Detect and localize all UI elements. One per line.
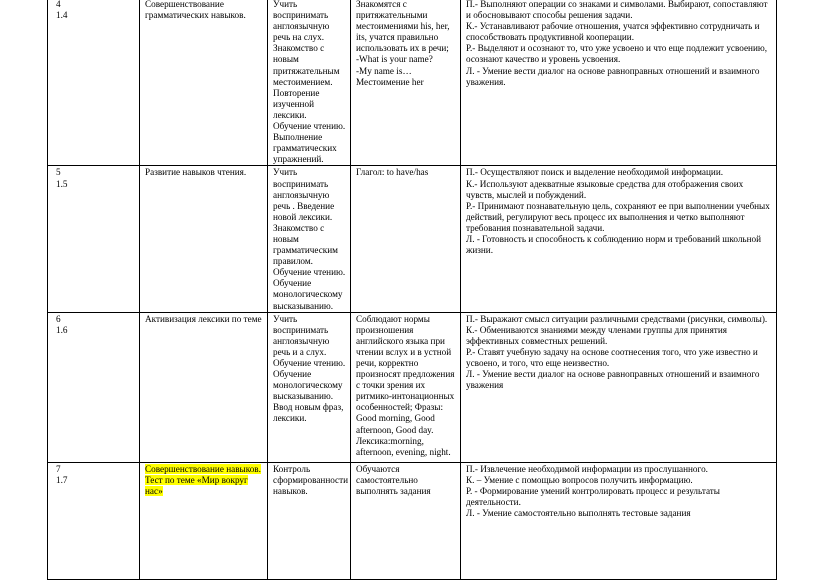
activity-text: Учить воспринимать англоязычную речь на слух. Знакомство с новым притяжательным местоимением. Повторение изученной лексики. Обучение чтению. Выполнение грамматических упражнений. — [273, 0, 346, 165]
topic-cell — [140, 312, 268, 462]
uud-line: Р.- Принимают познавательную цель, сохраняют ее при выполнении учебных действий, регулируют весь процесс их выполнения и четко выполняют требования познавательной задачи. — [466, 200, 770, 233]
lesson-subnumber: 1.7 — [56, 474, 68, 485]
highlighted-topic-text: Совершенствование навыков. Тест по теме «Мир вокруг нас» — [145, 463, 261, 496]
uud-line: П.- Извлечение необходимой информации из прослушанного. — [466, 463, 708, 474]
table-row — [48, 0, 777, 166]
lesson-number-cell — [48, 312, 140, 462]
lesson-subnumber: 1.4 — [56, 10, 68, 21]
uud-line: Л. - Умение самостоятельно выполнять тестовые задания — [466, 508, 691, 518]
activity-text: Контроль сформированности навыков. — [273, 463, 349, 496]
content-line: Глагол: to have/has — [356, 167, 429, 178]
content-line: Обучаются самостоятельно выполнять задания — [356, 463, 431, 496]
topic-text: Развитие навыков чтения. — [145, 167, 247, 178]
uud-line: Л. - Умение вести диалог на основе равноправных отношений и взаимного уважения — [466, 369, 760, 391]
content-cell — [351, 312, 461, 462]
uud-line: Р.- Выделяют и осознают то, что уже усвоено и что еще подлежит усвоению, осознают качество и уровень усвоения. — [466, 43, 768, 65]
topic-cell — [140, 0, 268, 166]
content-line: Знакомятся с притяжательными местоимениями his, her, its, учатся правильно использовать их в речи; — [356, 0, 450, 54]
uud-cell — [461, 312, 777, 462]
lesson-number: 6 — [56, 313, 61, 324]
content-line: -My name is… — [356, 65, 412, 76]
uud-cell — [461, 462, 777, 579]
table-row — [48, 166, 777, 312]
content-line: Соблюдают нормы произношения английского языка при чтении вслух и в устной речи, корректно произносят предложения с точки зрения их ритмико-интонационных особенностей; Фразы: Good morning, Good afternoon, Good day. Лексика:morning, afternoon, evening, night. — [356, 313, 455, 457]
topic-cell — [140, 166, 268, 312]
activity-cell — [268, 166, 351, 312]
uud-line: П.- Выполняют операции со знаками и символами. Выбирают, сопоставляют и обосновывают способы решения задачи. — [466, 0, 768, 21]
content-cell — [351, 166, 461, 312]
content-line: Местоимение her — [356, 76, 424, 87]
uud-line: Л. - Умение вести диалог на основе равноправных отношений и взаимного уважения. — [466, 65, 760, 87]
table-row — [48, 462, 777, 579]
uud-line: П.- Выражают смысл ситуации различными средствами (рисунки, символы). — [466, 313, 768, 324]
uud-line: Л. - Готовность и способность к соблюдению норм и требований школьной жизни. — [466, 233, 762, 256]
uud-line: П.- Осуществляют поиск и выделение необходимой информации. — [466, 167, 724, 178]
lesson-number-cell — [48, 0, 140, 166]
uud-cell — [461, 166, 777, 312]
content-cell — [351, 462, 461, 579]
uud-line: К.- Устанавливают рабочие отношения, учатся эффективно сотрудничать и способствовать продуктивной кооперации. — [466, 21, 760, 43]
topic-cell — [140, 462, 268, 579]
lesson-number: 7 — [56, 463, 61, 474]
topic-text: Активизация лексики по теме — [145, 313, 262, 324]
uud-line: Р. - Формирование умений контролировать процесс и результаты деятельности. — [466, 485, 720, 507]
content-cell — [351, 0, 461, 166]
content-line: -What is your name? — [356, 54, 433, 65]
uud-cell — [461, 0, 777, 166]
lesson-subnumber: 1.5 — [56, 178, 68, 189]
activity-cell — [268, 462, 351, 579]
lesson-number: 4 — [56, 0, 61, 9]
topic-text: Совершенствование грамматических навыков. — [145, 0, 246, 21]
uud-line: К.- Используют адекватные языковые средства для отображения своих чувств, мыслей и побуждений. — [466, 178, 744, 200]
lesson-number-cell — [48, 462, 140, 579]
lesson-plan-table — [47, 0, 777, 580]
activity-text: Учить воспринимать англоязычную речь . Введение новой лексики. Знакомство с новым грамматическим правилом. Обучение чтению. Обучение монологическому высказыванию. — [273, 167, 346, 311]
lesson-number: 5 — [56, 167, 61, 178]
uud-line: Р.- Ставят учебную задачу на основе соотнесения того, что уже известно и усвоено, и того, что еще неизвестно. — [466, 346, 758, 368]
table-row — [48, 312, 777, 462]
uud-line: К.- Обмениваются знаниями между членами группы для принятия эффективных совместных решений. — [466, 324, 727, 346]
activity-text: Учить воспринимать англоязычную речь и а слух. Обучение чтению. Обучение монологическому высказыванию. Ввод новым фраз, лексики. — [273, 313, 346, 424]
activity-cell — [268, 312, 351, 462]
lesson-subnumber: 1.6 — [56, 324, 68, 335]
activity-cell — [268, 0, 351, 166]
lesson-number-cell — [48, 166, 140, 312]
uud-line: К. – Умение с помощью вопросов получить информацию. — [466, 474, 693, 485]
